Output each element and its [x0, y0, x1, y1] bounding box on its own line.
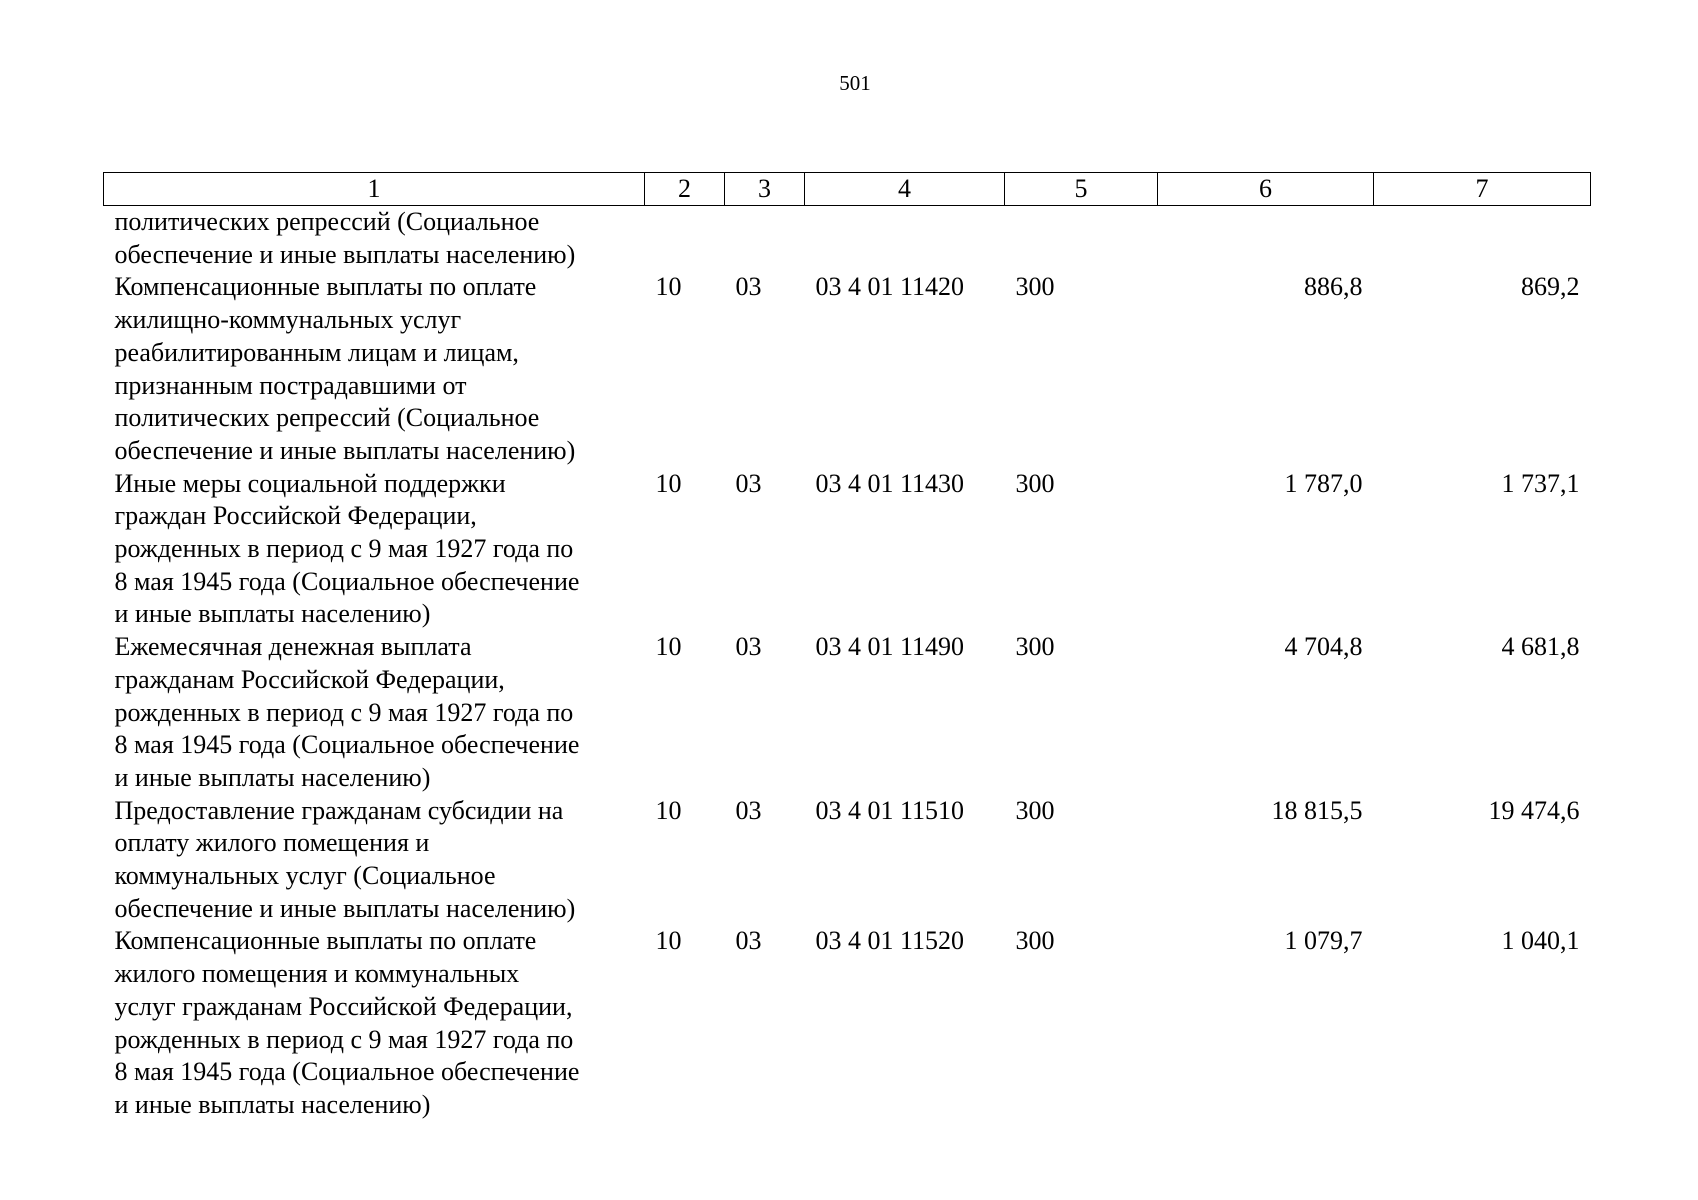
amount-col-7: 1 737,1 [1501, 468, 1580, 498]
section-code [645, 206, 725, 272]
table-row [104, 631, 1591, 795]
expense-type-code: 300 [1015, 926, 1055, 956]
name-line: признанным пострадавшими от [114, 370, 467, 400]
name-line: и иные выплаты населению) [114, 762, 431, 792]
name-line: граждан Российской Федерации, [114, 501, 477, 531]
name-line: обеспечение и иные выплаты населению) [114, 239, 576, 269]
name-line: жилищно-коммунальных услуг [114, 305, 462, 335]
name-line: Компенсационные выплаты по оплате [114, 272, 537, 302]
subsection-code: 03 [735, 468, 762, 498]
table-body [104, 206, 1591, 1122]
name-line: обеспечение и иные выплаты населению) [114, 893, 576, 923]
amount-col-6: 1 787,0 [1284, 468, 1363, 498]
amount-col-6: 4 704,8 [1284, 632, 1363, 662]
subsection-code: 03 [735, 926, 762, 956]
expense-type-code: 300 [1015, 795, 1055, 825]
target-article-code [805, 206, 1005, 272]
target-article-code: 03 4 01 11490 [815, 632, 965, 662]
name-line: и иные выплаты населению) [114, 599, 431, 629]
name-line: рожденных в период с 9 мая 1927 года по [114, 1024, 574, 1054]
section-code: 10 [655, 632, 682, 662]
header-cell-3: 3 [725, 173, 805, 206]
amount-col-6: 886,8 [1304, 272, 1363, 302]
amount-col-7: 1 040,1 [1501, 926, 1580, 956]
table-row [104, 468, 1591, 632]
name-line: рожденных в период с 9 мая 1927 года по [114, 697, 574, 727]
subsection-code: 03 [735, 272, 762, 302]
header-cell-5: 5 [1005, 173, 1158, 206]
amount-col-6: 18 815,5 [1271, 795, 1363, 825]
header-cell-2: 2 [645, 173, 725, 206]
header-row [104, 173, 1591, 206]
target-article-code: 03 4 01 11430 [815, 468, 965, 498]
row-name [104, 206, 645, 272]
name-line: обеспечение и иные выплаты населению) [114, 435, 576, 465]
name-line: 8 мая 1945 года (Социальное обеспечение [114, 730, 580, 760]
name-line: коммунальных услуг (Социальное [114, 861, 496, 891]
name-line: реабилитированным лицам и лицам, [114, 337, 519, 367]
row-name [104, 271, 645, 467]
section-code: 10 [655, 926, 682, 956]
name-line: оплату жилого помещения и [114, 828, 430, 858]
name-line: услуг гражданам Российской Федерации, [114, 991, 573, 1021]
amount-col-7 [1374, 206, 1591, 272]
name-line: Предоставление гражданам субсидии на [114, 795, 564, 825]
header-cell-7: 7 [1374, 173, 1591, 206]
page-number: 501 [839, 71, 871, 95]
name-line: жилого помещения и коммунальных [114, 959, 520, 989]
header-cell-6: 6 [1158, 173, 1374, 206]
name-line: Ежемесячная денежная выплата [114, 632, 472, 662]
row-name [104, 468, 645, 632]
name-line: 8 мая 1945 года (Социальное обеспечение [114, 1057, 580, 1087]
name-line: политических репрессий (Социальное [114, 207, 540, 236]
target-article-code: 03 4 01 11420 [815, 272, 965, 302]
row-name [104, 795, 645, 926]
expense-type-code: 300 [1015, 468, 1055, 498]
expense-type-code [1005, 206, 1158, 272]
target-article-code: 03 4 01 11510 [815, 795, 965, 825]
subsection-code: 03 [735, 795, 762, 825]
name-line: гражданам Российской Федерации, [114, 664, 505, 694]
section-code: 10 [655, 272, 682, 302]
table-row [104, 795, 1591, 926]
header-cell-4: 4 [805, 173, 1005, 206]
section-code: 10 [655, 795, 682, 825]
table-row [104, 271, 1591, 467]
subsection-code [725, 206, 805, 272]
table-row [104, 925, 1591, 1121]
amount-col-7: 19 474,6 [1488, 795, 1580, 825]
row-name [104, 631, 645, 795]
header-cell-1: 1 [104, 173, 645, 206]
expense-type-code: 300 [1015, 632, 1055, 662]
name-line: рожденных в период с 9 мая 1927 года по [114, 534, 574, 564]
amount-col-7: 869,2 [1521, 272, 1580, 302]
table-row [104, 206, 1591, 272]
row-name [104, 925, 645, 1121]
name-line: политических репрессий (Социальное [114, 403, 540, 433]
name-line: Иные меры социальной поддержки [114, 468, 506, 498]
expense-type-code: 300 [1015, 272, 1055, 302]
name-line: и иные выплаты населению) [114, 1089, 431, 1119]
amount-col-7: 4 681,8 [1501, 632, 1580, 662]
target-article-code: 03 4 01 11520 [815, 926, 965, 956]
name-line: Компенсационные выплаты по оплате [114, 926, 537, 956]
name-line: 8 мая 1945 года (Социальное обеспечение [114, 566, 580, 596]
subsection-code: 03 [735, 632, 762, 662]
amount-col-6 [1158, 206, 1374, 272]
budget-table [103, 172, 1591, 1122]
amount-col-6: 1 079,7 [1284, 926, 1363, 956]
section-code: 10 [655, 468, 682, 498]
